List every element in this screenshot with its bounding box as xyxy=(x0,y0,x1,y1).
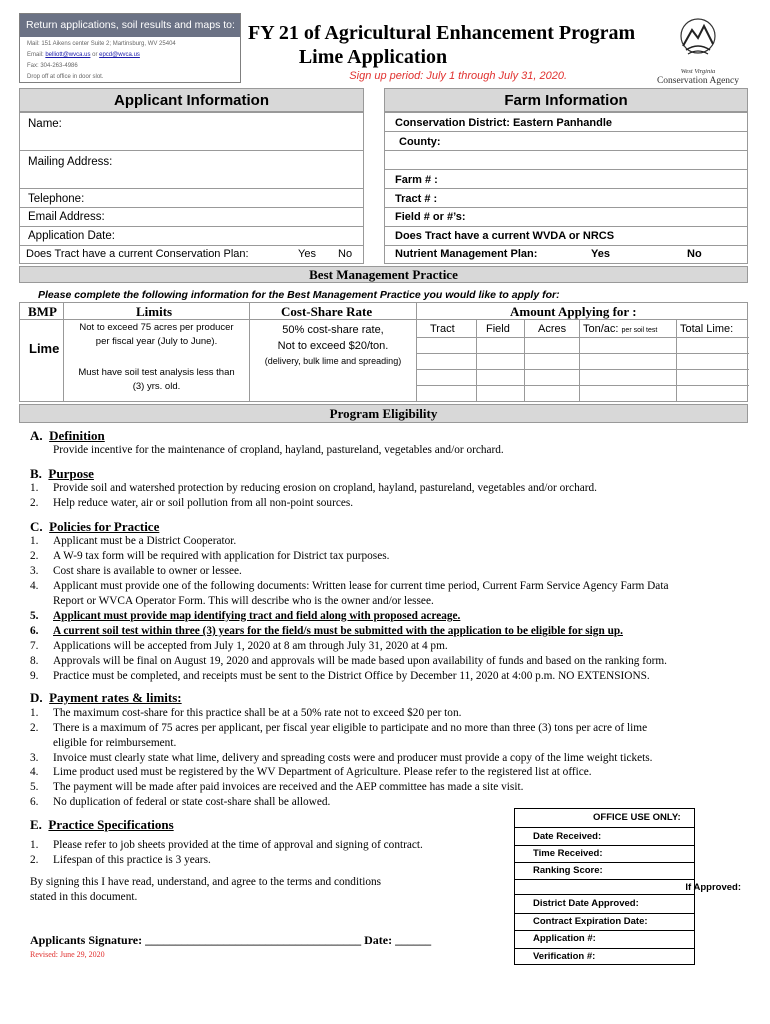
section-e-heading: E. Practice Specifications xyxy=(30,817,174,832)
return-info-heading: Return applications, soil results and maps to: xyxy=(20,14,240,37)
revised-date: Revised: June 29, 2020 xyxy=(30,950,105,959)
conservation-plan-question: Does Tract have a current Conservation Plan: xyxy=(26,248,249,260)
bmp-instruction: Please complete the following information for the Best Management Practice you would like to apply for: xyxy=(38,289,560,301)
list-item: Provide soil and watershed protection by reducing erosion on cropland, hayland, pastureland, vegetables and/or orchard. xyxy=(53,482,597,494)
list-number: 5. xyxy=(30,781,39,793)
return-email: Email: belliott@wvca.us or epcd@wvca.us xyxy=(27,52,140,58)
sub-acres: Acres xyxy=(538,323,567,335)
list-item: A W-9 tax form will be required with application for District tax purposes. xyxy=(53,550,390,562)
logo-agency: Conservation Agency xyxy=(656,76,740,86)
logo-state: West Virginia xyxy=(680,68,716,75)
col-bmp: BMP xyxy=(28,304,57,319)
list-number: 4. xyxy=(30,766,39,778)
section-a-text: Provide incentive for the maintenance of cropland, hayland, pastureland, vegetables and/or orchard. xyxy=(53,444,504,456)
applicant-signature-line[interactable]: Applicants Signature: ____________________________________ Date: ______ xyxy=(30,933,432,947)
limits-line-1: Not to exceed 75 acres per producer xyxy=(79,322,234,333)
list-number: 7. xyxy=(30,640,39,652)
wvda-plan-question: Does Tract have a current WVDA or NRCS xyxy=(395,230,615,242)
list-number: 6. xyxy=(30,625,39,637)
sub-total-lime: Total Lime: xyxy=(680,323,734,335)
nutrient-plan-yes[interactable]: Yes xyxy=(591,248,610,260)
list-item-continued: eligible for reimbursement. xyxy=(53,737,177,749)
list-item: The payment will be made after paid invoices are received and the AEP committee has made a site visit. xyxy=(53,781,524,793)
sub-field: Field xyxy=(486,323,510,335)
col-amount: Amount Applying for : xyxy=(510,304,637,319)
sub-tract: Tract xyxy=(430,323,455,335)
contract-expiration-field[interactable]: Contract Expiration Date: xyxy=(533,916,648,927)
list-item: No duplication of federal or state cost-share shall be allowed. xyxy=(53,796,331,808)
farm-info-heading: Farm Information xyxy=(384,88,748,112)
conservation-plan-yes[interactable]: Yes xyxy=(298,248,316,260)
cost-line-2: Not to exceed $20/ton. xyxy=(277,340,389,352)
section-a-heading: A. Definition xyxy=(30,428,105,443)
page-title: FY 21 of Agricultural Enhancement Program xyxy=(248,22,636,44)
cost-line-1: 50% cost-share rate, xyxy=(282,324,384,336)
tract-number-field[interactable]: Tract # : xyxy=(395,193,438,205)
name-field[interactable]: Name: xyxy=(28,118,62,130)
list-number: 5. xyxy=(30,610,39,622)
list-number: 1. xyxy=(30,535,39,547)
list-number: 1. xyxy=(30,482,39,494)
applicant-info-grid xyxy=(19,112,364,264)
applicant-info-heading: Applicant Information xyxy=(19,88,364,112)
list-number: 2. xyxy=(30,550,39,562)
telephone-field[interactable]: Telephone: xyxy=(28,193,85,205)
farm-number-field[interactable]: Farm # : xyxy=(395,174,438,186)
list-number: 8. xyxy=(30,655,39,667)
signup-period: Sign up period: July 1 through July 31, 2020. xyxy=(349,70,567,82)
limits-line-4: (3) yrs. old. xyxy=(132,381,181,392)
list-item: There is a maximum of 75 acres per applicant, per fiscal year eligible to participate and no more than three (3) tons per acre of lime xyxy=(53,722,648,734)
col-cost-share: Cost-Share Rate xyxy=(281,304,373,319)
list-item: Lime product used must be registered by the WV Department of Agriculture. Please refer to the registered list at office. xyxy=(53,766,592,778)
return-info-box xyxy=(19,13,241,83)
email-link-2[interactable]: epcd@wvca.us xyxy=(99,52,140,58)
agency-logo xyxy=(652,16,744,84)
mountain-logo-icon xyxy=(678,16,718,66)
agreement-line-2: stated in this document. xyxy=(30,891,138,903)
list-item: Approvals will be final on August 19, 2020 and approvals will be made based upon availability of funds and based on the ranking form. xyxy=(53,655,667,667)
list-item: Help reduce water, air or soil pollution from all non-point sources. xyxy=(53,497,354,509)
sub-ton-per-acre: Ton/ac: per soil test xyxy=(583,323,658,335)
list-item: Lifespan of this practice is 3 years. xyxy=(53,854,211,866)
agreement-line-1: By signing this I have read, understand, and agree to the terms and conditions xyxy=(30,876,382,888)
list-number: 2. xyxy=(30,497,39,509)
list-item: Invoice must clearly state what lime, delivery and spreading costs were and producer must provide a copy of the lime weight tickets. xyxy=(53,752,653,764)
program-eligibility-heading: Program Eligibility xyxy=(19,404,748,423)
email-link-1[interactable]: belliott@wvca.us xyxy=(45,52,91,58)
list-item: Please refer to job sheets provided at the time of approval and signing of contract. xyxy=(53,839,423,851)
section-b-heading: B. Purpose xyxy=(30,466,94,481)
list-item: The maximum cost-share for this practice shall be at a 50% rate not to exceed $20 per ton. xyxy=(53,707,462,719)
bmp-table xyxy=(19,302,748,402)
section-d-heading: D. Payment rates & limits: xyxy=(30,690,182,705)
list-number: 1. xyxy=(30,707,39,719)
section-c-heading: C. Policies for Practice xyxy=(30,519,160,534)
list-number: 6. xyxy=(30,796,39,808)
list-item: Applicant must provide one of the following documents: Written lease for current time period, Current Farm Service Agency Farm Data xyxy=(53,580,669,592)
field-number-field[interactable]: Field # or #’s: xyxy=(395,211,466,223)
if-approved-label: If Approved: xyxy=(685,882,741,893)
email-address-field[interactable]: Email Address: xyxy=(28,211,105,223)
list-item-continued: Report or WVCA Operator Form. This will describe who is the owner and/or lessee. xyxy=(53,595,434,607)
page-subtitle: Lime Application xyxy=(298,46,448,68)
time-received-field[interactable]: Time Received: xyxy=(533,848,603,859)
office-use-box xyxy=(514,808,741,965)
list-item: Cost share is available to owner or lessee. xyxy=(53,565,242,577)
return-dropoff: Drop off at office in door slot. xyxy=(27,74,104,80)
district-date-approved-field[interactable]: District Date Approved: xyxy=(533,898,639,909)
list-number: 9. xyxy=(30,670,39,682)
farm-info-grid xyxy=(384,112,748,264)
conservation-plan-no[interactable]: No xyxy=(338,248,353,260)
conservation-district: Conservation District: Eastern Panhandle xyxy=(395,117,612,129)
limits-line-3: Must have soil test analysis less than xyxy=(78,367,235,378)
list-number: 2. xyxy=(30,722,39,734)
list-item: Practice must be completed, and receipts must be sent to the District Office by December 11, 2020 at 4:00 p.m. NO EXTENSIONS. xyxy=(53,670,650,682)
verification-number-field[interactable]: Verification #: xyxy=(533,951,596,962)
list-number: 3. xyxy=(30,565,39,577)
list-number: 3. xyxy=(30,752,39,764)
ranking-score-field[interactable]: Ranking Score: xyxy=(533,865,603,876)
list-item: Applicant must be a District Cooperator. xyxy=(53,535,237,547)
date-received-field[interactable]: Date Received: xyxy=(533,831,602,842)
office-use-heading: OFFICE USE ONLY: xyxy=(593,812,681,823)
list-item: Applications will be accepted from July 1, 2020 at 8 am through July 31, 2020 at 4 pm. xyxy=(53,640,448,652)
bmp-heading: Best Management Practice xyxy=(19,266,748,283)
list-number: 4. xyxy=(30,580,39,592)
bmp-lime: Lime xyxy=(29,341,60,356)
cost-line-3: (delivery, bulk lime and spreading) xyxy=(264,356,402,366)
col-limits: Limits xyxy=(136,304,173,319)
return-fax: Fax: 304-263-4986 xyxy=(27,63,78,69)
application-date-field[interactable]: Application Date: xyxy=(28,230,115,242)
mailing-address-field[interactable]: Mailing Address: xyxy=(28,156,113,168)
nutrient-plan-no[interactable]: No xyxy=(687,248,702,260)
county-field[interactable]: County: xyxy=(399,136,441,148)
list-number: 1. xyxy=(30,839,39,851)
list-item: A current soil test within three (3) years for the field/s must be submitted with the application to be eligible for sign up. xyxy=(53,625,623,637)
list-number: 2. xyxy=(30,854,39,866)
nutrient-plan-question: Nutrient Management Plan: xyxy=(395,248,538,260)
return-mail: Mail: 151 Aikens center Suite 2; Martinsburg, WV 25404 xyxy=(27,41,176,47)
list-item: Applicant must provide map identifying tract and field along with proposed acreage. xyxy=(53,610,461,622)
application-number-field[interactable]: Application #: xyxy=(533,933,596,944)
limits-line-2: per fiscal year (July to June). xyxy=(95,336,218,347)
